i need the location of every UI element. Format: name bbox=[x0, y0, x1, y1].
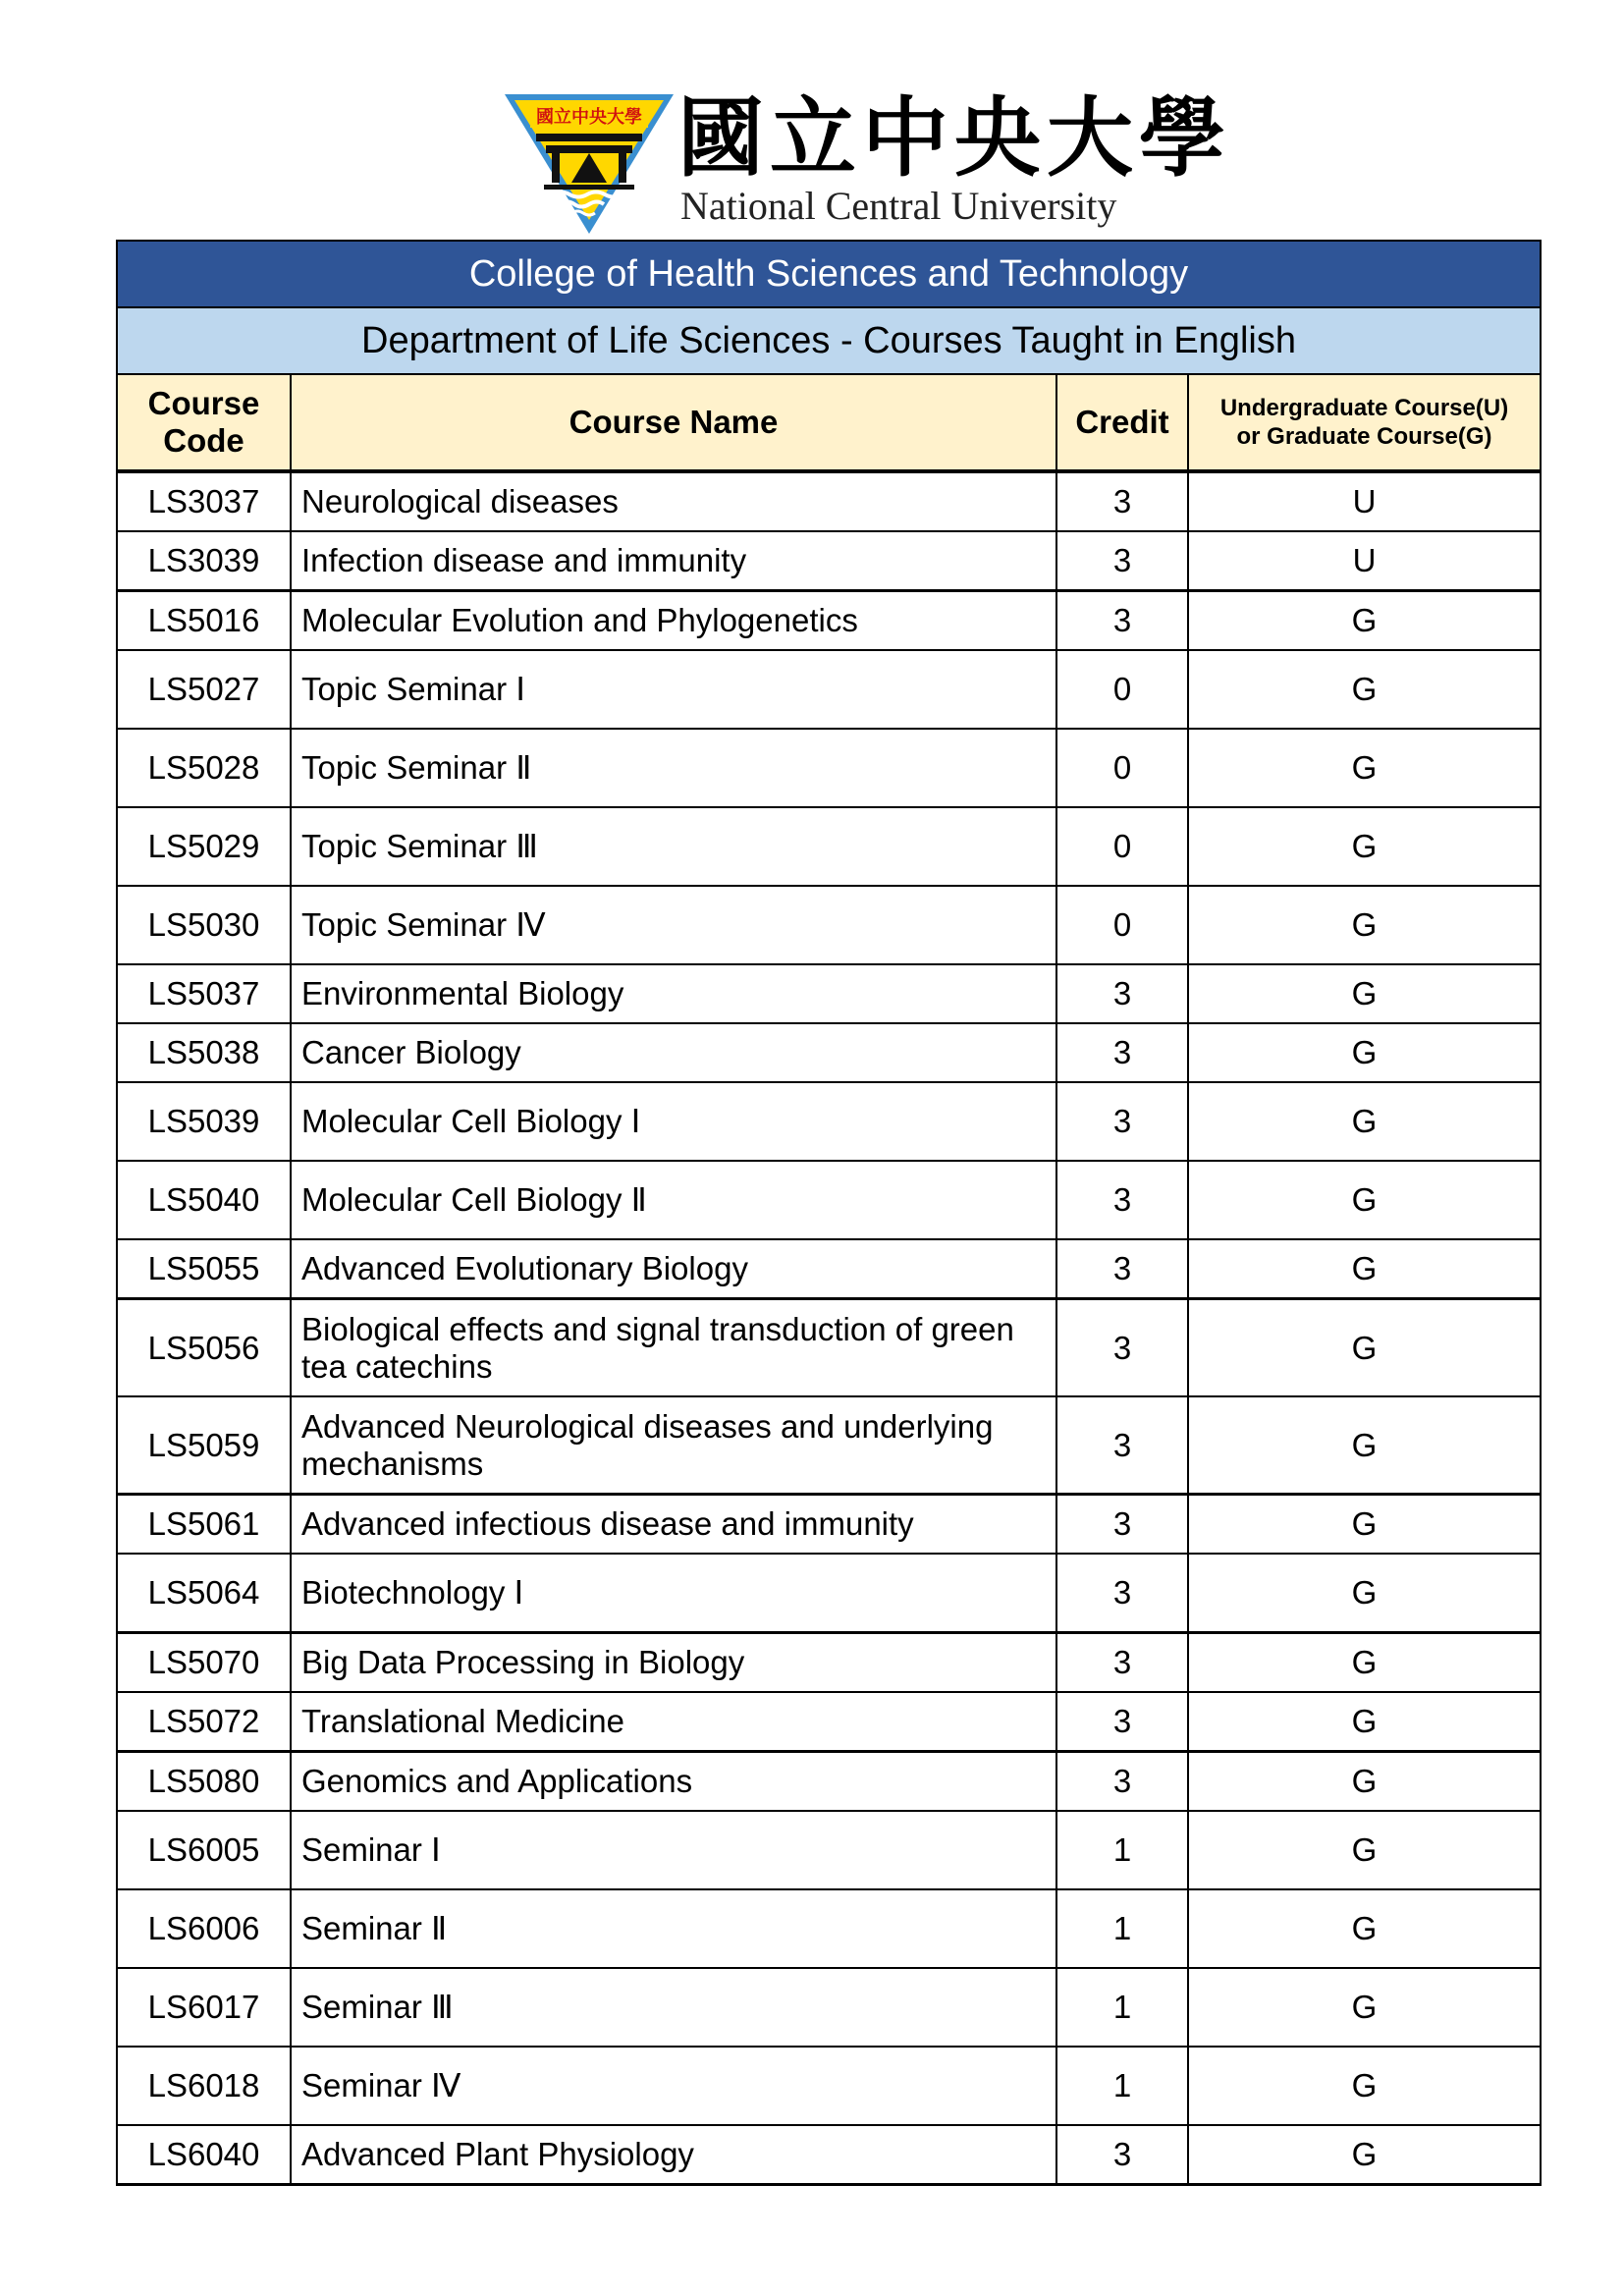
course-level: G bbox=[1188, 1752, 1541, 1812]
course-level: G bbox=[1188, 650, 1541, 729]
course-code: LS3039 bbox=[117, 531, 291, 591]
table-row bbox=[117, 1082, 1541, 1161]
column-header-credit: Credit bbox=[1056, 374, 1188, 471]
course-level: G bbox=[1188, 1082, 1541, 1161]
course-code: LS5055 bbox=[117, 1239, 291, 1299]
course-credit: 3 bbox=[1056, 1495, 1188, 1555]
course-level: G bbox=[1188, 1299, 1541, 1397]
table-row bbox=[117, 886, 1541, 964]
course-name: Translational Medicine bbox=[291, 1692, 1056, 1752]
course-table-container bbox=[116, 240, 1540, 2186]
course-table bbox=[116, 240, 1542, 2186]
course-credit: 3 bbox=[1056, 1692, 1188, 1752]
course-name: Topic Seminar Ⅱ bbox=[291, 729, 1056, 807]
course-level: G bbox=[1188, 1968, 1541, 2047]
course-name: Advanced Evolutionary Biology bbox=[291, 1239, 1056, 1299]
course-level: G bbox=[1188, 1023, 1541, 1082]
course-name: Advanced Plant Physiology bbox=[291, 2125, 1056, 2185]
table-row bbox=[117, 1396, 1541, 1495]
university-logo bbox=[501, 86, 1232, 236]
table-row bbox=[117, 964, 1541, 1023]
course-level: G bbox=[1188, 1554, 1541, 1633]
table-row bbox=[117, 1811, 1541, 1889]
course-level: G bbox=[1188, 1239, 1541, 1299]
table-row bbox=[117, 531, 1541, 591]
course-code: LS5072 bbox=[117, 1692, 291, 1752]
course-name: Seminar Ⅳ bbox=[291, 2047, 1056, 2125]
course-code: LS6017 bbox=[117, 1968, 291, 2047]
course-name: Environmental Biology bbox=[291, 964, 1056, 1023]
course-credit: 3 bbox=[1056, 1396, 1188, 1495]
svg-text:國立中央大學: 國立中央大學 bbox=[536, 107, 642, 128]
column-header-course-level bbox=[1188, 374, 1541, 471]
college-title: College of Health Sciences and Technology bbox=[117, 241, 1541, 307]
course-name: Biological effects and signal transduction of green tea catechins bbox=[291, 1299, 1056, 1397]
course-name: Big Data Processing in Biology bbox=[291, 1633, 1056, 1693]
table-row bbox=[117, 1495, 1541, 1555]
course-level: G bbox=[1188, 729, 1541, 807]
course-name: Topic Seminar Ⅰ bbox=[291, 650, 1056, 729]
course-name: Genomics and Applications bbox=[291, 1752, 1056, 1812]
course-credit: 1 bbox=[1056, 1889, 1188, 1968]
column-header-course-code bbox=[117, 374, 291, 471]
table-row bbox=[117, 1633, 1541, 1693]
course-code: LS5016 bbox=[117, 591, 291, 651]
course-level: G bbox=[1188, 1889, 1541, 1968]
course-code: LS5038 bbox=[117, 1023, 291, 1082]
course-level: G bbox=[1188, 2047, 1541, 2125]
course-code: LS6040 bbox=[117, 2125, 291, 2185]
course-code: LS3037 bbox=[117, 471, 291, 531]
table-row bbox=[117, 1554, 1541, 1633]
table-row bbox=[117, 1239, 1541, 1299]
course-credit: 1 bbox=[1056, 1811, 1188, 1889]
course-credit: 1 bbox=[1056, 1968, 1188, 2047]
university-name-chinese: 國立中央大學 bbox=[677, 86, 1232, 189]
course-name: Seminar Ⅰ bbox=[291, 1811, 1056, 1889]
course-level: G bbox=[1188, 1495, 1541, 1555]
course-level: U bbox=[1188, 471, 1541, 531]
table-row bbox=[117, 807, 1541, 886]
course-name: Molecular Evolution and Phylogenetics bbox=[291, 591, 1056, 651]
course-credit: 3 bbox=[1056, 1752, 1188, 1812]
table-row bbox=[117, 1752, 1541, 1812]
course-code: LS5056 bbox=[117, 1299, 291, 1397]
course-name: Biotechnology Ⅰ bbox=[291, 1554, 1056, 1633]
course-code: LS5059 bbox=[117, 1396, 291, 1495]
course-name: Topic Seminar Ⅲ bbox=[291, 807, 1056, 886]
course-credit: 3 bbox=[1056, 1239, 1188, 1299]
course-code-header-line2: Code bbox=[163, 422, 244, 459]
table-row bbox=[117, 2047, 1541, 2125]
course-code-header-line1: Course bbox=[147, 385, 260, 421]
course-code: LS5027 bbox=[117, 650, 291, 729]
course-code: LS5029 bbox=[117, 807, 291, 886]
course-level: G bbox=[1188, 2125, 1541, 2185]
course-name: Molecular Cell Biology Ⅱ bbox=[291, 1161, 1056, 1239]
course-name: Advanced infectious disease and immunity bbox=[291, 1495, 1056, 1555]
course-credit: 0 bbox=[1056, 729, 1188, 807]
table-row bbox=[117, 1692, 1541, 1752]
course-level: G bbox=[1188, 1811, 1541, 1889]
course-code: LS5061 bbox=[117, 1495, 291, 1555]
table-row bbox=[117, 650, 1541, 729]
course-credit: 0 bbox=[1056, 807, 1188, 886]
table-row bbox=[117, 471, 1541, 531]
course-code: LS6006 bbox=[117, 1889, 291, 1968]
course-credit: 0 bbox=[1056, 886, 1188, 964]
course-code: LS5080 bbox=[117, 1752, 291, 1812]
table-row bbox=[117, 1161, 1541, 1239]
course-credit: 0 bbox=[1056, 650, 1188, 729]
course-level: G bbox=[1188, 807, 1541, 886]
course-name: Neurological diseases bbox=[291, 471, 1056, 531]
course-credit: 3 bbox=[1056, 1023, 1188, 1082]
course-code: LS5039 bbox=[117, 1082, 291, 1161]
course-code: LS5040 bbox=[117, 1161, 291, 1239]
course-level: G bbox=[1188, 1692, 1541, 1752]
course-level-header-line1: Undergraduate Course(U) bbox=[1219, 395, 1509, 421]
course-credit: 3 bbox=[1056, 1554, 1188, 1633]
course-name: Seminar Ⅱ bbox=[291, 1889, 1056, 1968]
course-code: LS6005 bbox=[117, 1811, 291, 1889]
course-credit: 3 bbox=[1056, 1082, 1188, 1161]
course-level: G bbox=[1188, 1161, 1541, 1239]
course-level: U bbox=[1188, 531, 1541, 591]
course-credit: 3 bbox=[1056, 1299, 1188, 1397]
course-code: LS5064 bbox=[117, 1554, 291, 1633]
column-header-course-name: Course Name bbox=[291, 374, 1056, 471]
course-name: Seminar Ⅲ bbox=[291, 1968, 1056, 2047]
course-code: LS5070 bbox=[117, 1633, 291, 1693]
course-level: G bbox=[1188, 964, 1541, 1023]
course-credit: 3 bbox=[1056, 964, 1188, 1023]
table-row bbox=[117, 1023, 1541, 1082]
course-level: G bbox=[1188, 1396, 1541, 1495]
course-code: LS5028 bbox=[117, 729, 291, 807]
course-name: Topic Seminar Ⅳ bbox=[291, 886, 1056, 964]
course-name: Cancer Biology bbox=[291, 1023, 1056, 1082]
university-emblem-icon bbox=[501, 88, 677, 236]
table-row bbox=[117, 729, 1541, 807]
department-title: Department of Life Sciences - Courses Taught in English bbox=[117, 307, 1541, 374]
course-level-header-line2: or Graduate Course(G) bbox=[1236, 423, 1492, 450]
course-code: LS5037 bbox=[117, 964, 291, 1023]
course-level: G bbox=[1188, 886, 1541, 964]
course-name: Infection disease and immunity bbox=[291, 531, 1056, 591]
table-row bbox=[117, 1968, 1541, 2047]
course-credit: 3 bbox=[1056, 2125, 1188, 2185]
course-credit: 3 bbox=[1056, 1633, 1188, 1693]
course-level: G bbox=[1188, 1633, 1541, 1693]
course-code: LS6018 bbox=[117, 2047, 291, 2125]
course-code: LS5030 bbox=[117, 886, 291, 964]
column-header-row bbox=[117, 374, 1541, 471]
course-name: Advanced Neurological diseases and underlying mechanisms bbox=[291, 1396, 1056, 1495]
table-row bbox=[117, 591, 1541, 651]
table-row bbox=[117, 1299, 1541, 1397]
course-credit: 3 bbox=[1056, 591, 1188, 651]
course-credit: 3 bbox=[1056, 531, 1188, 591]
course-credit: 3 bbox=[1056, 1161, 1188, 1239]
course-credit: 1 bbox=[1056, 2047, 1188, 2125]
table-row bbox=[117, 2125, 1541, 2185]
course-credit: 3 bbox=[1056, 471, 1188, 531]
course-level: G bbox=[1188, 591, 1541, 651]
university-name-english: National Central University bbox=[680, 184, 1117, 228]
table-row bbox=[117, 1889, 1541, 1968]
course-name: Molecular Cell Biology Ⅰ bbox=[291, 1082, 1056, 1161]
